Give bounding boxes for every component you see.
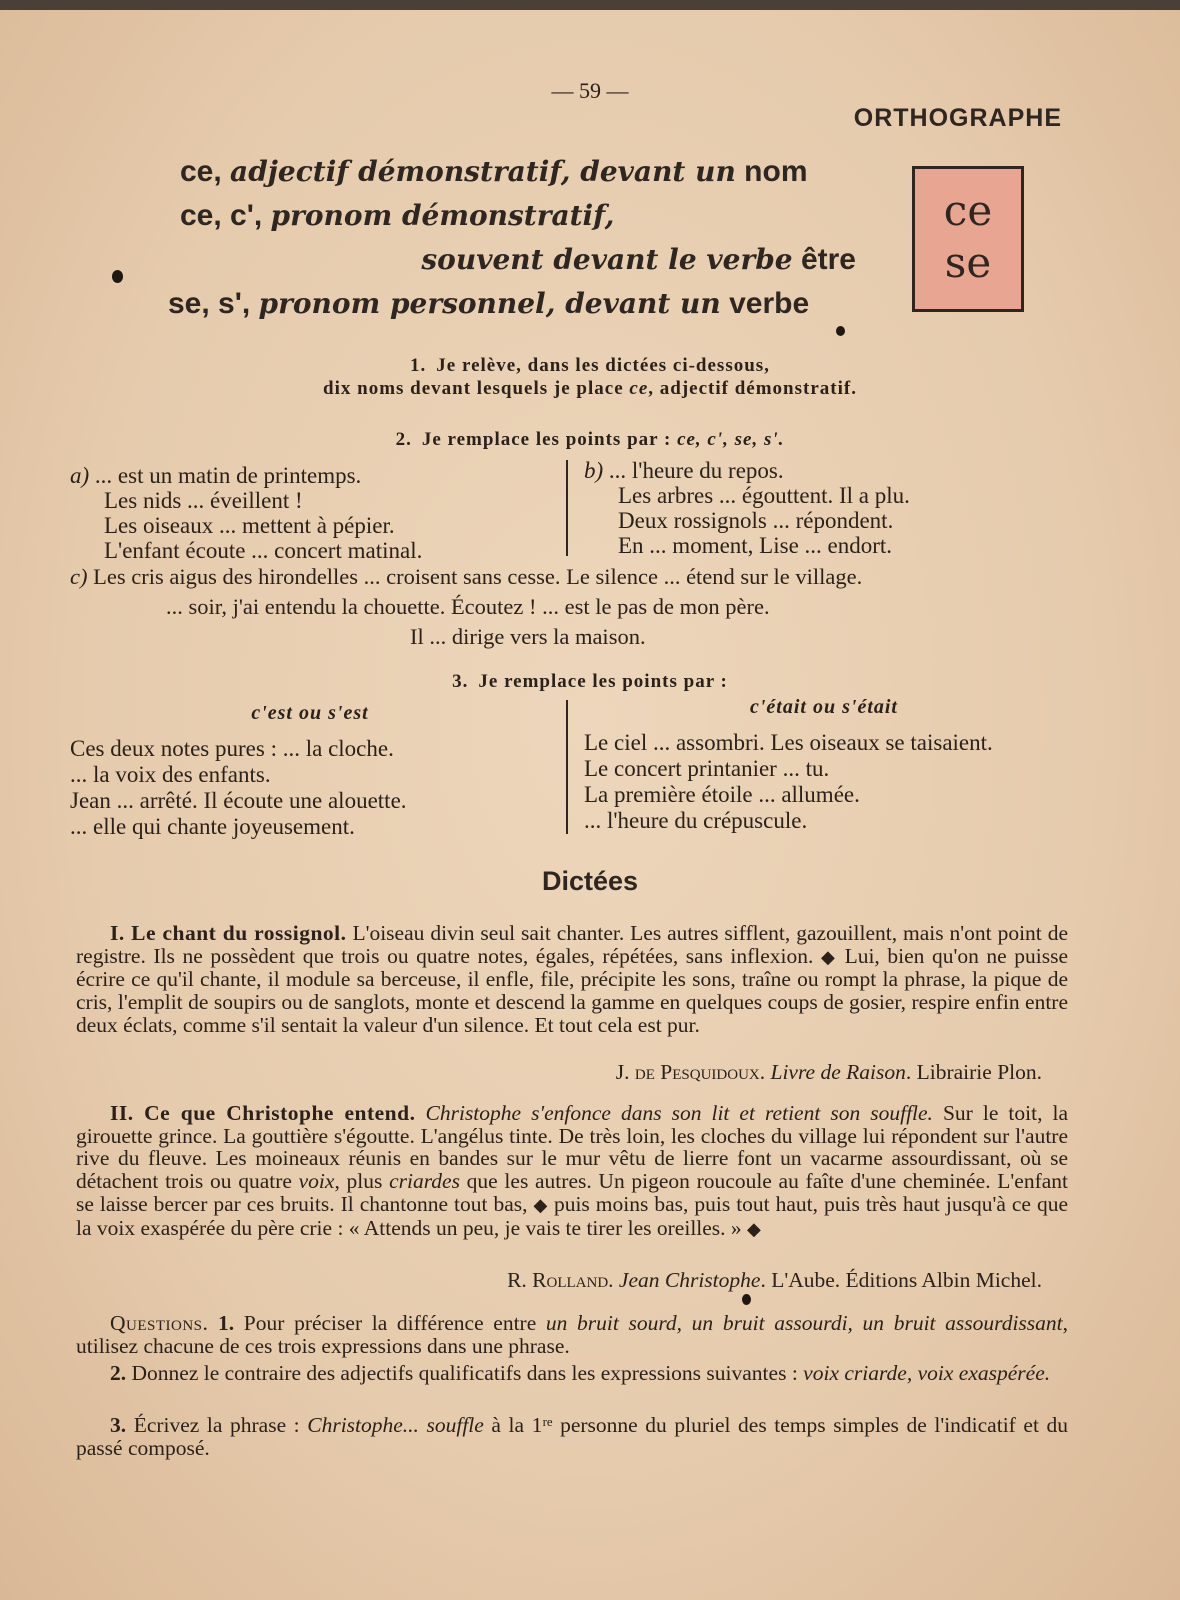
grammar-rules [160,150,880,326]
rule-ce-adjectif: ce, adjectif démonstratif, devant un nom [180,155,808,188]
column-divider [566,700,568,834]
diamond-mark: ◆ [533,1194,548,1215]
exercise-3-left: Ces deux notes pures : ... la cloche. ... la voix des enfants. Jean ... arrêté. Il écoute une alouette. ... elle qui chante joyeusement. [70,736,407,839]
page-number: — 59 — [551,78,629,103]
exercise-3-left-heading: c'est ou s'est [251,702,369,724]
diamond-mark: ◆ [747,1218,761,1239]
diamond-mark: ◆ [820,946,837,967]
box-line-se: se [944,238,992,287]
question-3: 3. Écrivez la phrase : Christophe... souffle à la 1ʳᵉ personne du pluriel des temps simples de l'indicatif et du passé composé. [76,1413,1068,1460]
question-1: Questions. 1. Pour préciser la différence entre un bruit sourd, un bruit assourdi, un bruit assourdissant, utilisez chacune de ces trois expressions dans une phrase. [76,1311,1069,1358]
exercise-2b: b) ... l'heure du repos. Les arbres ... égouttent. Il a plu. Deux rossignols ... répondent. En ... moment, Lise ... endort. [584,458,910,558]
punch-hole [836,326,845,336]
rule-ce-pronom-etre: souvent devant le verbe être [421,243,856,276]
scan-edge [0,0,1180,10]
exercise-3-right: Le ciel ... assombri. Les oiseaux se taisaient. Le concert printanier ... tu. La première étoile ... allumée. ... l'heure du crépuscule. [584,730,993,833]
exercise-1-instruction: 1. Je relève, dans les dictées ci-dessous, dix noms devant lesquels je place ce, adjectif démonstratif. [323,355,857,399]
punch-hole [742,1294,751,1305]
exercise-3-right-heading: c'était ou s'était [750,696,898,718]
exercise-2a: a) ... est un matin de printemps. Les nids ... éveillent ! Les oiseaux ... mettent à pépier. L'enfant écoute ... concert matinal. [70,463,423,563]
section-title: ORTHOGRAPHE [853,104,1062,132]
exercise-2c: c) Les cris aigus des hirondelles ... croisent sans cesse. Le silence ... étend sur le village. ... soir, j'ai entendu la chouette. Écoutez ! ... est le pas de mon père. Il ... dirige vers la maison. [70,564,863,649]
exercise-3-instruction: 3. Je remplace les points par : [452,671,728,692]
dictee-1: I. Le chant du rossignol. L'oiseau divin seul sait chanter. Les autres sifflent, gazouillent, mais n'ont point de registre. Ils ne possèdent que trois ou quatre notes, égales, répétées, sans inflexion. ◆ Lui, bien qu'on ne puisse écrire ce qu'il chante, il module sa berceuse, il enfle, file, précipite les sons, traîne ou rompt la phrase, la pique de cris, l'emplit de soupirs ou de sanglots, monte et descend la gamme en quelques coups de gosier, respire enfin entre deux éclats, comme s'il sentait la valeur d'un silence. Et tout cela est pur. [76,921,1068,1037]
dictee-2: II. Ce que Christophe entend. Christophe s'enfonce dans son lit et retient son souffle. Sur le toit, la girouette grince. La gouttière s'égoutte. L'angélus tinte. De très loin, les cloches du village lui répondent sur l'autre rive du fleuve. Les moineaux réunis en bandes sur le mur vêtu de lierre font un vacarme assourdissant, où se détachent trois ou quatre voix, plus criardes que les autres. Un pigeon roucoule au faîte d'une cheminée. L'enfant se laisse bercer par ces bruits. Il chantonne tout bas, ◆ puis moins bas, puis tout haut, puis très haut jusqu'à ce que la voix exaspérée du père crie : « Attends un peu, je vais te tirer les oreilles. » ◆ [76,1101,1069,1240]
ce-se-box [912,166,1024,312]
punch-hole [112,270,123,283]
exercise-2-instruction: 2. Je remplace les points par : ce, c', se, s'. [395,429,785,450]
dictees-heading: Dictées [541,866,639,896]
box-line-ce: ce [943,186,993,235]
rule-se-pronom: se, s', pronom personnel, devant un verbe [168,287,810,320]
column-divider [566,460,568,556]
question-2: 2. Donnez le contraire des adjectifs qualificatifs dans les expressions suivantes : voix criarde, voix exaspérée. [110,1361,1051,1385]
rule-ce-pronom: ce, c', pronom démonstratif, [180,199,615,232]
dictee-2-source: R. Rolland. Jean Christophe. L'Aube. Éditions Albin Michel. [507,1268,1042,1292]
dictee-1-source: J. de Pesquidoux. Livre de Raison. Librairie Plon. [615,1060,1042,1084]
